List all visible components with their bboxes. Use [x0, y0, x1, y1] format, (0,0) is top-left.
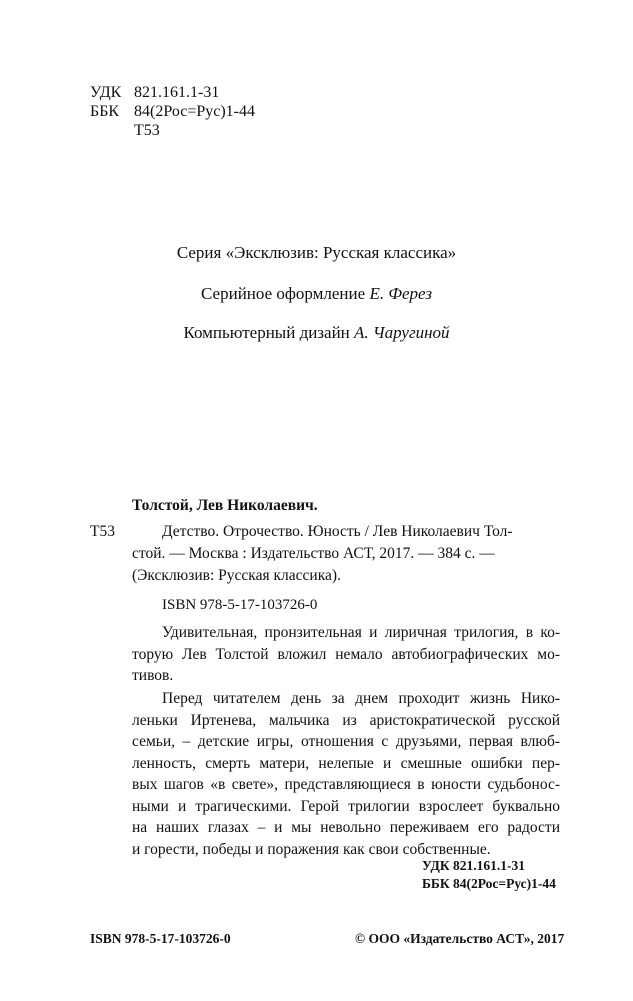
bbk-line [90, 102, 255, 121]
cutter-mark: Т53 [90, 523, 115, 540]
annotation-line: ными и трагическими. Герой трилогии взрослеет буквально [132, 797, 560, 815]
bbk-label: ББК [90, 103, 120, 120]
computer-design-name: А. Чаругиной [354, 323, 450, 342]
biblio-line: (Эксклюзив: Русская классика). [132, 567, 341, 584]
udk-value: 821.161.1-31 [134, 84, 220, 101]
design-label: Серийное оформление [201, 284, 366, 303]
biblio-line: стой. — Москва : Издательство АСТ, 2017. — 384 с. — [132, 545, 495, 562]
annotation-paragraph-2 [132, 688, 560, 860]
cutter-line-top [90, 121, 160, 140]
cutter-value: Т53 [134, 122, 160, 139]
design-name: Е. Ферез [369, 284, 432, 303]
series-line [0, 243, 633, 263]
annotation-line: на наших глазах – и мы невольно переживаем его радости [132, 819, 560, 836]
computer-design-credit-line [0, 323, 633, 343]
annotation-line: и горести, победы и поражения как свои собственные. [132, 840, 491, 858]
annotation-paragraph-1 [132, 622, 560, 687]
annotation-line: торую Лев Толстой вложил немало автобиографических мо- [132, 645, 560, 663]
udk-bottom: УДК 821.161.1-31 [422, 858, 525, 873]
series-text: Серия «Эксклюзив: Русская классика» [176, 243, 457, 262]
bibliographic-description [132, 521, 560, 587]
computer-design-label: Компьютерный дизайн [183, 323, 350, 342]
bbk-bottom: ББК 84(2Рос=Рус)1-44 [422, 876, 556, 891]
annotation-line: семьи, – детские игры, отношения с друзьями, первая влюб- [132, 733, 560, 750]
udk-line [90, 83, 219, 102]
annotation-line: ленность, смерть матери, нелепые и смешные ошибки пер- [132, 754, 560, 772]
footer-copyright: © ООО «Издательство АСТ», 2017 [355, 931, 565, 946]
footer-isbn: ISBN 978-5-17-103726-0 [90, 931, 231, 946]
udk-label: УДК [90, 84, 122, 101]
annotation-line: Удивительная, пронзительная и лиричная трилогия, в ко- [162, 624, 560, 641]
isbn-record: ISBN 978-5-17-103726-0 [162, 597, 318, 613]
design-credit-line [0, 284, 633, 304]
annotation-line: тивов. [132, 667, 174, 684]
bbk-value: 84(2Рос=Рус)1-44 [134, 103, 256, 120]
annotation-line: вых шагов «в свете», представляющиеся в юности судьбонос- [132, 776, 560, 793]
annotation-line: леньки Иртенева, мальчика из аристократической русской [132, 711, 560, 729]
biblio-line: Детство. Отрочество. Юность / Лев Николаевич Тол- [162, 523, 513, 540]
author-heading: Толстой, Лев Николаевич. [132, 497, 318, 514]
annotation-line: Перед читателем день за днем проходит жизнь Нико- [162, 690, 560, 707]
